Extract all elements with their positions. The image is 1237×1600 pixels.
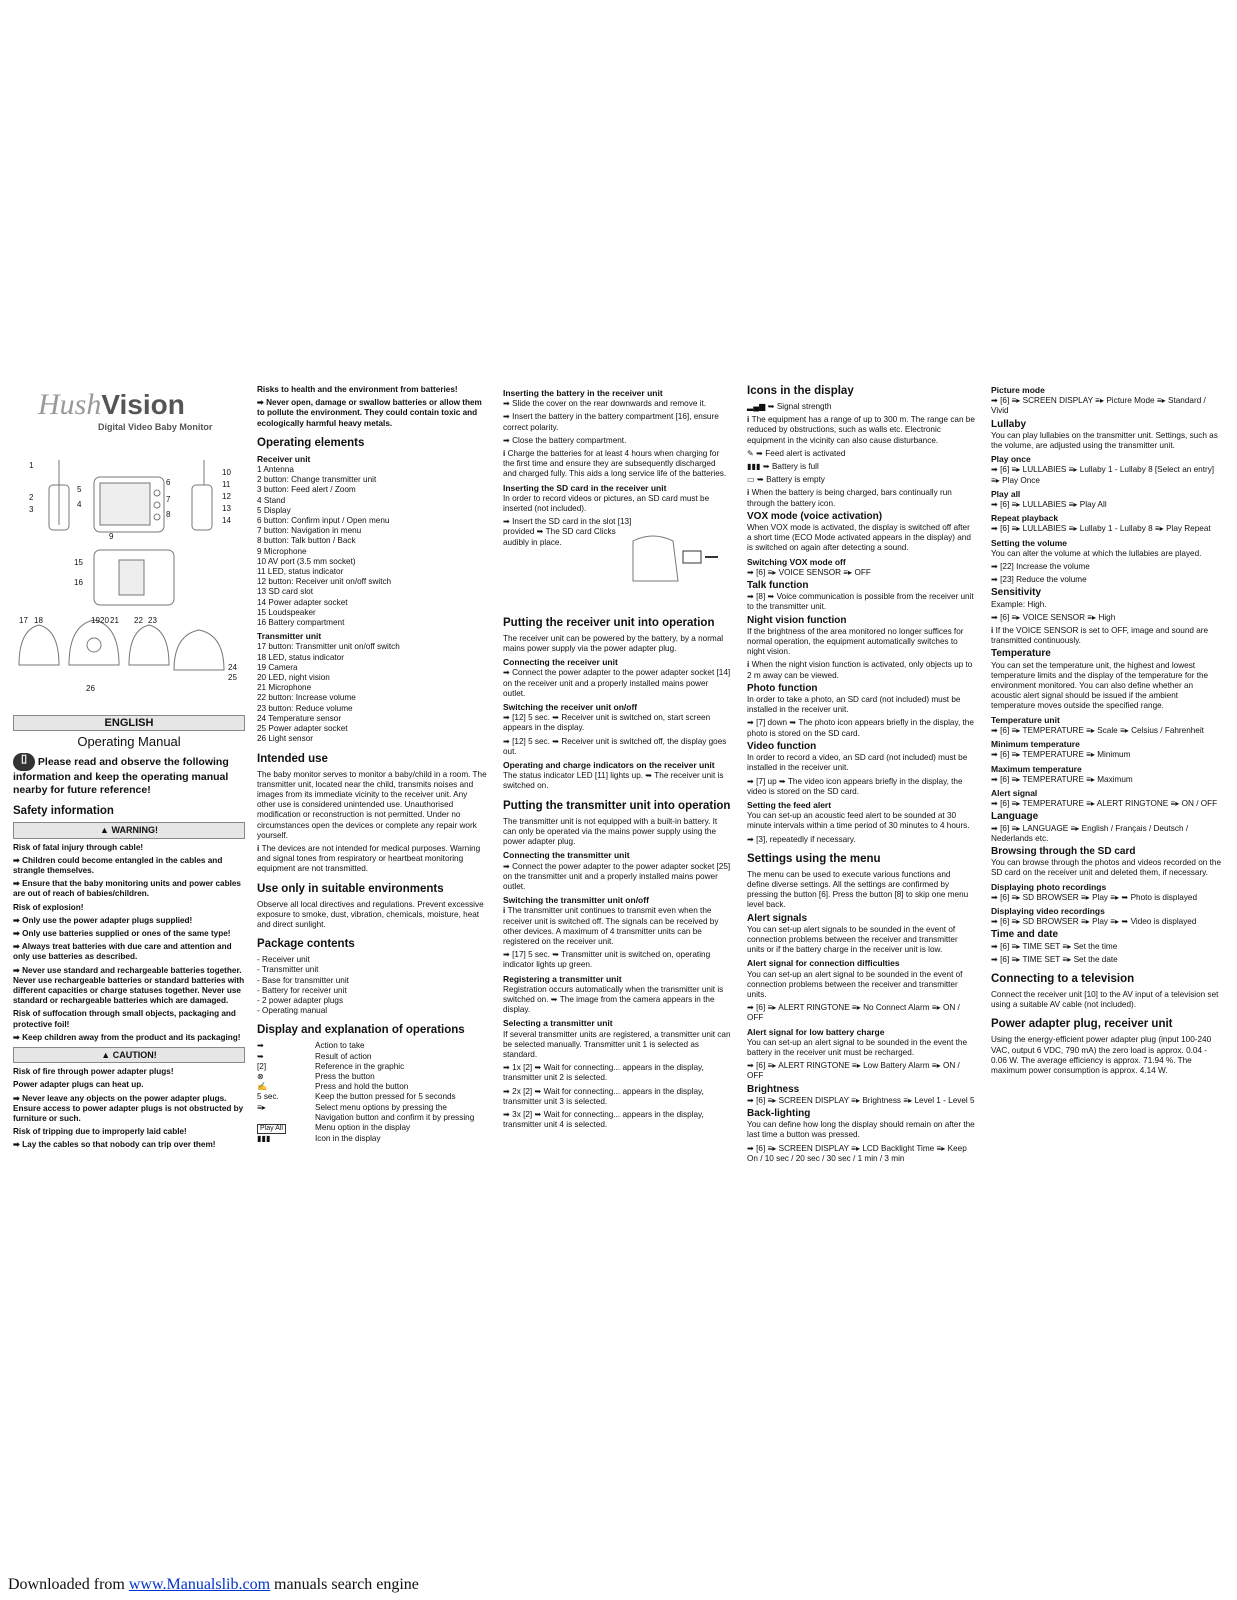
list-item: Risk of fatal injury through cable! xyxy=(13,842,144,852)
display-ops-heading: Display and explanation of operations xyxy=(257,1024,465,1037)
brightness-heading: Brightness xyxy=(747,1083,800,1095)
package-list xyxy=(257,955,487,1016)
step: ➡ [7] up ➥ The video icon appears briefly in the display, the video is stored on the SD card. xyxy=(747,777,975,797)
receiver-unit-heading: Receiver unit xyxy=(257,453,311,464)
lullaby-text: You can play lullabies on the transmitter unit. Settings, such as the volume, are adjusted using the transmitter unit. xyxy=(991,430,1218,451)
list-item: 5 Display xyxy=(257,505,291,515)
diagram-label: 17 xyxy=(19,616,28,625)
step: ➡ [6] ≡▸ SCREEN DISPLAY ≡▸ Brightness ≡▸ Level 1 - Level 5 xyxy=(747,1096,975,1106)
list-item: 9 Microphone xyxy=(257,546,307,556)
list-item: 23 button: Reduce volume xyxy=(257,703,353,713)
menu-heading: Settings using the menu xyxy=(747,852,881,865)
diagram-label: 13 xyxy=(222,504,231,513)
logo-hush: Hush xyxy=(38,388,102,421)
step: ➡ 3x [2] ➥ Wait for connecting... appears in the display, transmitter unit 4 is selected. xyxy=(503,1110,731,1130)
info-note: i The equipment has a range of up to 300 m. The range can be reduced by obstructions, such as walls etc. Electronic equipment in the vicinity can also cause disturbance. xyxy=(747,415,975,445)
camera-side-1 xyxy=(19,625,59,665)
step: ➡ [6] ≡▸ ALERT RINGTONE ≡▸ Low Battery Alarm ≡▸ ON / OFF xyxy=(747,1061,975,1081)
step: ➡ [6] ≡▸ TIME SET ≡▸ Set the time xyxy=(991,942,1223,952)
diagram-label: 11 xyxy=(222,480,231,489)
transmitter-operation-heading: Putting the transmitter unit into operation xyxy=(503,799,731,812)
list-item: Risk of explosion! xyxy=(13,902,84,912)
environment-text: Observe all local directives and regulations. Prevent excessive exposure to smoke, dust, vibration, chemicals, moisture, heat and direct sunlight. xyxy=(257,899,484,929)
receiver-list xyxy=(257,465,487,628)
caution-bar: ▲ CAUTION! xyxy=(13,1047,245,1063)
column-4 xyxy=(747,385,975,1167)
table-row: [2] Reference in the graphic xyxy=(257,1061,405,1071)
volume-text: You can alter the volume at which the lullabies are played. xyxy=(991,548,1202,558)
info-icon: i xyxy=(991,626,996,636)
list-item: - Battery for receiver unit xyxy=(257,985,347,995)
video-rec-heading: Displaying video recordings xyxy=(991,905,1105,916)
list-item: ➡ Ensure that the baby monitoring units and power cables are out of reach of babies/children. xyxy=(13,879,245,899)
diagram-label: 9 xyxy=(109,532,114,541)
diagram-label: 18 xyxy=(34,616,43,625)
sd-card-illustration xyxy=(623,531,723,587)
switch-receiver-heading: Switching the receiver unit on/off xyxy=(503,702,638,713)
list-item: 14 Power adapter socket xyxy=(257,597,348,607)
icon-row: ▂▄▆ ➥ Signal strength xyxy=(747,402,832,411)
photo-heading: Photo function xyxy=(747,682,818,694)
tv-heading: Connecting to a television xyxy=(991,972,1135,985)
camera-side-2 xyxy=(129,625,169,665)
step: ➡ [6] ≡▸ ALERT RINGTONE ≡▸ No Connect Alarm ≡▸ ON / OFF xyxy=(747,1003,975,1023)
sensitivity-heading: Sensitivity xyxy=(991,587,1042,599)
list-item: 4 Stand xyxy=(257,495,286,505)
sd-browse-heading: Browsing through the SD card xyxy=(991,845,1136,857)
photo-rec-heading: Displaying photo recordings xyxy=(991,881,1107,892)
play-once-heading: Play once xyxy=(991,454,1031,465)
list-item: 25 Power adapter socket xyxy=(257,724,348,734)
info-note: i When the night vision function is activated, only objects up to 2 m away can be viewed. xyxy=(747,660,973,680)
lullaby-heading: Lullaby xyxy=(991,418,1027,430)
sensitivity-text: Example: High. xyxy=(991,599,1047,609)
list-item: 21 Microphone xyxy=(257,683,312,693)
list-item: 24 Temperature sensor xyxy=(257,713,342,723)
language-heading: Language xyxy=(991,811,1039,823)
transmitter-unit-heading: Transmitter unit xyxy=(257,631,322,642)
icon-row: ▮▮▮ ➥ Battery is full xyxy=(747,462,819,472)
safety-heading: Safety information xyxy=(13,805,114,818)
list-item: 26 Light sensor xyxy=(257,734,313,744)
column-2 xyxy=(257,385,487,1144)
list-item: 3 button: Feed alert / Zoom xyxy=(257,485,356,495)
battery-empty-icon: ▭ xyxy=(747,475,755,485)
list-item: - Base for transmitter unit xyxy=(257,975,349,985)
info-note: i Charge the batteries for at least 4 hours when charging for the first time and ensure they are subsequently discharged and charged fully. This aids a long service life of the batteries. xyxy=(503,449,727,479)
icon-row: ✎ ➥ Feed alert is activated xyxy=(747,448,846,458)
connect-receiver-heading: Connecting the receiver unit xyxy=(503,657,618,668)
backlight-heading: Back-lighting xyxy=(747,1107,811,1119)
diagram-label: 20 xyxy=(100,616,109,625)
download-footer xyxy=(8,1576,419,1594)
list-item: ➡ Lay the cables so that nobody can trip over them! xyxy=(13,1140,245,1150)
step: ➡ [22] Increase the volume xyxy=(991,562,1223,572)
select-heading: Selecting a transmitter unit xyxy=(503,1018,613,1029)
step: ➡ 2x [2] ➥ Wait for connecting... appears in the display, transmitter unit 3 is selected. xyxy=(503,1087,731,1107)
camera-front xyxy=(69,620,119,665)
time-date-heading: Time and date xyxy=(991,929,1059,941)
column-3 xyxy=(503,385,731,1133)
step: ➡ [6] ≡▸ VOICE SENSOR ≡▸ OFF xyxy=(747,568,975,578)
list-item: 11 LED, status indicator xyxy=(257,567,344,577)
receiver-operation-heading: Putting the receiver unit into operation xyxy=(503,616,715,629)
select-text: If several transmitter units are registered, a transmitter unit can be selected manually. Transmitter unit 1 is selected as standard. xyxy=(503,1029,731,1059)
list-item: - 2 power adapter plugs xyxy=(257,995,344,1005)
list-item: 1 Antenna xyxy=(257,465,294,475)
language-bar: ENGLISH xyxy=(13,715,245,731)
step: ➡ [6] ≡▸ TEMPERATURE ≡▸ Maximum xyxy=(991,775,1223,785)
info-note: i The transmitter unit continues to transmit even when the receiver unit is switched off. The signals can be received by other devices. A maximum of 4 transmitter units can be registered on the receiver unit. xyxy=(503,906,719,946)
diagram-label: 12 xyxy=(222,492,231,501)
step: ➡ 1x [2] ➥ Wait for connecting... appears in the display, transmitter unit 2 is selected. xyxy=(503,1063,731,1083)
battery-full-icon: ▮▮▮ xyxy=(747,462,761,472)
alert-battery-heading: Alert signal for low battery charge xyxy=(747,1026,885,1037)
step: ➡ [6] ≡▸ LANGUAGE ≡▸ English / Français / Deutsch / Nederlands etc. xyxy=(991,824,1223,844)
temp-min-heading: Minimum temperature xyxy=(991,739,1080,750)
intro-text: ▯ Please read and observe the following information and keep the operating manual nearby for future reference! xyxy=(13,753,229,797)
footer-prefix: Downloaded from xyxy=(8,1576,129,1593)
table-row: ⊗ Press the button xyxy=(257,1071,375,1081)
diagram-label: 3 xyxy=(29,505,34,514)
diagram-label: 23 xyxy=(148,616,157,625)
list-item: ➡ Never leave any objects on the power adapter plugs. Ensure access to power adapter plugs is not obstructed by furniture or such. xyxy=(13,1094,245,1125)
logo-tagline: Digital Video Baby Monitor xyxy=(98,422,213,432)
diagram-label: 6 xyxy=(166,478,171,487)
indicators-heading: Operating and charge indicators on the receiver unit xyxy=(503,760,715,771)
step: ➡ [6] ≡▸ SD BROWSER ≡▸ Play ≡▸ ➥ Video is displayed xyxy=(991,917,1223,927)
info-icon: i xyxy=(747,660,752,670)
column-5 xyxy=(991,385,1223,1079)
vox-heading: VOX mode (voice activation) xyxy=(747,510,883,522)
table-row: ✍ Press and hold the button xyxy=(257,1082,409,1092)
list-item: ➡ Keep children away from the product and its packaging! xyxy=(13,1033,245,1043)
list-item: ➡ Only use the power adapter plugs supplied! xyxy=(13,916,245,926)
step: ➡ [6] ≡▸ SCREEN DISPLAY ≡▸ Picture Mode ≡▸ Standard / Vivid xyxy=(991,396,1223,416)
warning-icon: ▲ xyxy=(101,1050,111,1061)
diagram-label: 25 xyxy=(228,673,237,682)
list-item: 10 AV port (3.5 mm socket) xyxy=(257,556,356,566)
picture-mode-heading: Picture mode xyxy=(991,385,1045,395)
menu-text: The menu can be used to execute various functions and define diverse settings. All the settings are confirmed by pressing the button [6]. Press the button [8] to skip one menu level back. xyxy=(747,869,969,910)
device-diagram xyxy=(14,455,246,700)
step: ➡ [6] ≡▸ LULLABIES ≡▸ Lullaby 1 - Lullaby 8 ≡▸ Play Repeat xyxy=(991,524,1223,534)
diagram-label: 7 xyxy=(166,495,171,504)
night-text: If the brightness of the area monitored no longer suffices for normal operation, the equipment automatically switches to night vision. xyxy=(747,626,964,657)
step: ➡ [8] ➥ Voice communication is possible from the receiver unit to the transmitter unit. xyxy=(747,592,975,612)
step: ➡ Close the battery compartment. xyxy=(503,436,731,446)
receiver-operation-text: The receiver unit can be powered by the battery, by a normal mains power supply via the power adapter plug. xyxy=(503,633,724,654)
footer-suffix: manuals search engine xyxy=(270,1576,419,1593)
list-item: ➡ Always treat batteries with due care and attention and only use batteries as described. xyxy=(13,942,245,962)
list-item: 16 Battery compartment xyxy=(257,618,345,628)
photo-text: In order to take a photo, an SD card (not included) must be installed in the receiver unit. xyxy=(747,695,961,715)
transmitter-list xyxy=(257,642,487,744)
diagram-label: 5 xyxy=(77,485,82,494)
step: ➡ Slide the cover on the rear downwards and remove it. xyxy=(503,399,731,409)
diagram-label: 26 xyxy=(86,684,95,693)
column-1 xyxy=(13,715,245,1154)
list-item: ➡ Never use standard and rechargeable batteries together. Never use rechargeable batteries or standard batteries with different capacities or charge statuses together. Never use standard or rechargeable batteries which are damaged. xyxy=(13,966,245,1007)
package-heading: Package contents xyxy=(257,938,355,951)
table-row: Play All Menu option in the display xyxy=(257,1123,487,1134)
list-item: 13 SD card slot xyxy=(257,587,313,597)
alerts-heading: Alert signals xyxy=(747,912,808,924)
step: ➡ [6] ≡▸ SCREEN DISPLAY ≡▸ LCD Backlight Time ≡▸ Keep On / 10 sec / 20 sec / 30 sec / 1 min / 3 min xyxy=(747,1144,975,1164)
info-icon: i xyxy=(747,488,752,498)
intended-use-heading: Intended use xyxy=(257,752,328,765)
warning-bar: ▲ WARNING! xyxy=(13,822,245,838)
step: ➡ [6] ≡▸ LULLABIES ≡▸ Lullaby 1 - Lullaby 8 [Select an entry] ≡▸ Play Once xyxy=(991,465,1223,485)
feed-alert-icon: ✎ xyxy=(747,448,754,458)
table-row: 5 sec. Keep the button pressed for 5 seconds xyxy=(257,1092,456,1102)
list-item: - Transmitter unit xyxy=(257,965,319,975)
step: ➡ [6] ≡▸ LULLABIES ≡▸ Play All xyxy=(991,500,1223,510)
step: ➡ [6] ≡▸ SD BROWSER ≡▸ Play ≡▸ ➥ Photo is displayed xyxy=(991,893,1223,903)
list-item: 7 button: Navigation in menu xyxy=(257,526,362,536)
diagram-label: 1 xyxy=(29,461,34,470)
power-heading: Power adapter plug, receiver unit xyxy=(991,1018,1173,1031)
logo-vision: Vision xyxy=(101,389,185,420)
table-row: ▮▮▮ Icon in the display xyxy=(257,1133,381,1143)
diagram-label: 8 xyxy=(166,510,171,519)
caution-list xyxy=(13,1067,245,1150)
insert-battery-heading: Inserting the battery in the receiver unit xyxy=(503,388,663,398)
battery-risk-text: ➡ Never open, damage or swallow batteries or allow them to pollute the environment. They could contain toxic and ecologically harmful heavy metals. xyxy=(257,398,487,429)
alert-signal-heading: Alert signal xyxy=(991,787,1038,798)
intended-use-text: The baby monitor serves to monitor a baby/child in a room. The transmitter unit, located near the child, transmits noises and images from its immediate vicinity to the receiver unit. Any other use is considered unintended use. Unauthorised modification or reconstruction is not permitted. Under no circumstances open the devices or complete any repair work yourself. xyxy=(257,769,487,840)
diagram-label: 15 xyxy=(74,558,83,567)
list-item: 8 button: Talk button / Back xyxy=(257,536,356,546)
step: ➡ [12] 5 sec. ➥ Receiver unit is switched off, the display goes out. xyxy=(503,737,731,757)
list-item: ➡ Children could become entangled in the cables and strangle themselves. xyxy=(13,856,245,876)
insert-sd-heading: Inserting the SD card in the receiver unit xyxy=(503,482,667,493)
talk-heading: Talk function xyxy=(747,580,809,592)
step: ➡ [7] down ➥ The photo icon appears briefly in the display, the photo is stored on the SD card. xyxy=(747,718,975,738)
list-item: - Operating manual xyxy=(257,1006,328,1016)
connect-transmitter-heading: Connecting the transmitter unit xyxy=(503,850,630,861)
list-item: 17 button: Transmitter unit on/off switch xyxy=(257,642,400,652)
tv-text: Connect the receiver unit [10] to the AV input of a television set using a suitable AV cable (not included). xyxy=(991,989,1219,1010)
info-icon: i xyxy=(257,843,262,853)
sd-text: In order to record videos or pictures, an SD card must be inserted (not included). xyxy=(503,493,710,514)
diagram-label: 2 xyxy=(29,493,34,502)
step: ➡ Insert the battery in the battery compartment [16], ensure correct polarity. xyxy=(503,412,731,432)
list-item: Risk of suffocation through small objects, packaging and protective foil! xyxy=(13,1009,236,1029)
repeat-heading: Repeat playback xyxy=(991,513,1059,524)
vox-text: When VOX mode is activated, the display is switched off after a short time (ECO Mode activated appears in the display) and is switched on again after detecting a sound. xyxy=(747,523,971,553)
info-icon: i xyxy=(503,906,508,916)
step: ➡ [6] ≡▸ TEMPERATURE ≡▸ Minimum xyxy=(991,750,1223,760)
temperature-heading: Temperature xyxy=(991,648,1051,660)
temp-unit-heading: Temperature unit xyxy=(991,714,1060,725)
alert-connection-heading: Alert signal for connection difficulties xyxy=(747,958,900,969)
manual-title: Operating Manual xyxy=(77,734,181,750)
step: ➡ [17] 5 sec. ➥ Transmitter unit is switched on, operating indicator lights up green. xyxy=(503,950,731,970)
list-item: 6 button: Confirm input / Open menu xyxy=(257,516,390,526)
diagram-label: 16 xyxy=(74,578,83,587)
alert-battery-text: You can set-up an alert signal to be sounded in the event the battery in the receiver unit must be recharged. xyxy=(747,1037,968,1057)
transmitter-operation-text: The transmitter unit is not equipped with a built-in battery. It can only be operated via the mains power supply using the power adapter plug. xyxy=(503,816,718,847)
battery-risk-heading: Risks to health and the environment from batteries! xyxy=(257,385,458,394)
step: ➡ [23] Reduce the volume xyxy=(991,575,1223,585)
register-text: Registration occurs automatically when the transmitter unit is switched on. ➥ The image from the camera appears in the display. xyxy=(503,984,724,1015)
temperature-text: You can set the temperature unit, the highest and lowest temperature limits and the display of the temperature for the environment monitored. You can also define whether an acoustic alert signal should be issued if the ambient temperature moves outside the specified range. xyxy=(991,660,1209,711)
step: ➡ [6] ≡▸ VOICE SENSOR ≡▸ High xyxy=(991,613,1223,623)
info-icon: i xyxy=(503,449,508,459)
list-item: 12 button: Receiver unit on/off switch xyxy=(257,577,392,587)
signal-icon: ▂▄▆ xyxy=(747,402,766,411)
list-item: - Receiver unit xyxy=(257,955,310,965)
temp-max-heading: Maximum temperature xyxy=(991,763,1082,774)
manualslib-link[interactable]: www.Manualslib.com xyxy=(128,1576,271,1593)
video-text: In order to record a video, an SD card (not included) must be installed in the receiver unit. xyxy=(747,753,968,773)
list-item: Power adapter plugs can heat up. xyxy=(13,1080,144,1090)
sd-illustration xyxy=(503,551,731,609)
icon-row: ▭ ➥ Battery is empty xyxy=(747,475,825,485)
step: ➡ [6] ≡▸ TIME SET ≡▸ Set the date xyxy=(991,955,1223,965)
vox-off-heading: Switching VOX mode off xyxy=(747,556,846,567)
environment-heading: Use only in suitable environments xyxy=(257,882,444,895)
operating-elements-heading: Operating elements xyxy=(257,436,365,449)
diagram-label: 10 xyxy=(222,468,231,477)
play-all-heading: Play all xyxy=(991,488,1021,499)
book-icon: ▯ xyxy=(13,753,35,771)
list-item: 19 Camera xyxy=(257,662,298,672)
diagram-label: 14 xyxy=(222,516,231,525)
step: ➡ [6] ≡▸ TEMPERATURE ≡▸ Scale ≡▸ Celsius / Fahrenheit xyxy=(991,726,1223,736)
sd-step: ➡ Insert the SD card in the slot [13] provided ➥ The SD card Clicks audibly in place. xyxy=(503,517,633,548)
list-item: Risk of fire through power adapter plugs! xyxy=(13,1067,174,1077)
diagram-label: 22 xyxy=(134,616,143,625)
list-item: 18 LED, status indicator xyxy=(257,652,344,662)
list-item: Risk of tripping due to improperly laid cable! xyxy=(13,1127,187,1137)
info-note: i If the VOICE SENSOR is set to OFF, image and sound are transmitted continuously. xyxy=(991,626,1209,646)
info-note: i The devices are not intended for medical purposes. Warning and signal tones from respiratory or heartbeat monitoring equipment are not transmitted. xyxy=(257,843,481,874)
camera-back xyxy=(174,630,224,670)
diagram-label: 24 xyxy=(228,663,237,672)
warning-list xyxy=(13,843,245,1043)
power-text: Using the energy-efficient power adapter plug (input 100-240 VAC, output 6 VDC, 790 mA) the zero load is approx. 0.04 - 0.06 W. The average efficiency is approx. 71.94 %. The maximum power consumption is approx. 4.14 W. xyxy=(991,1035,1212,1075)
info-note: i When the battery is being charged, bars continually run through the battery icon. xyxy=(747,488,952,508)
table-row: ➡ Action to take xyxy=(257,1041,365,1051)
feed-alert-heading: Setting the feed alert xyxy=(747,799,832,810)
video-heading: Video function xyxy=(747,740,817,752)
switch-transmitter-heading: Switching the transmitter unit on/off xyxy=(503,895,649,906)
list-item: 2 button: Change transmitter unit xyxy=(257,475,377,485)
alerts-text: You can set-up alert signals to be sounded in the event of connection problems between the receiver and transmitter units or if the battery charge in the receiver unit is low. xyxy=(747,924,958,955)
volume-heading: Setting the volume xyxy=(991,537,1068,548)
info-icon: i xyxy=(747,415,752,425)
ops-table xyxy=(257,1041,487,1144)
night-heading: Night vision function xyxy=(747,614,847,626)
register-heading: Registering a transmitter unit xyxy=(503,973,622,984)
step: ➡ [12] 5 sec. ➥ Receiver unit is switched on, start screen appears in the display. xyxy=(503,713,731,733)
indicators-text: The status indicator LED [11] lights up. ➥ The receiver unit is switched on. xyxy=(503,771,724,791)
brand-logo xyxy=(38,388,238,448)
list-item: 15 Loudspeaker xyxy=(257,607,316,617)
diagram-label: 4 xyxy=(77,500,82,509)
list-item: 22 button: Increase volume xyxy=(257,693,356,703)
step: ➡ Connect the power adapter to the power adapter socket [14] on the receiver unit and a properly installed mains power outlet. xyxy=(503,668,731,699)
icons-heading: Icons in the display xyxy=(747,385,854,397)
warning-icon: ▲ xyxy=(100,825,109,836)
sd-browse-text: You can browse through the photos and videos recorded on the SD card on the receiver unit and deleted them, if necessary. xyxy=(991,858,1222,878)
diagram-label: 19 xyxy=(91,616,100,625)
step: ➡ [3], repeatedly if necessary. xyxy=(747,835,975,845)
list-item: ➡ Only use batteries supplied or ones of the same type! xyxy=(13,929,245,939)
diagram-label: 21 xyxy=(110,616,119,625)
list-item: 20 LED, night vision xyxy=(257,673,330,683)
table-row: ≡▸ Select menu options by pressing the Navigation button and confirm it by pressing xyxy=(257,1102,475,1122)
backlight-text: You can define how long the display should remain on after the last time a button was pressed. xyxy=(747,1120,975,1140)
step: ➡ Connect the power adapter to the power adapter socket [25] on the transmitter unit and a properly installed mains power outlet. xyxy=(503,862,731,893)
feed-alert-text: You can set-up an acoustic feed alert to be sounded at 30 minute intervals within a time period of 30 minutes to 4 hours. xyxy=(747,811,970,831)
table-row: ➥ Result of action xyxy=(257,1051,372,1061)
step: ➡ [6] ≡▸ TEMPERATURE ≡▸ ALERT RINGTONE ≡▸ ON / OFF xyxy=(991,799,1223,809)
alert-connection-text: You can set-up an alert signal to be sounded in the event of connection problems between the receiver and transmitter units. xyxy=(747,969,963,999)
receiver-side-right xyxy=(192,485,212,530)
